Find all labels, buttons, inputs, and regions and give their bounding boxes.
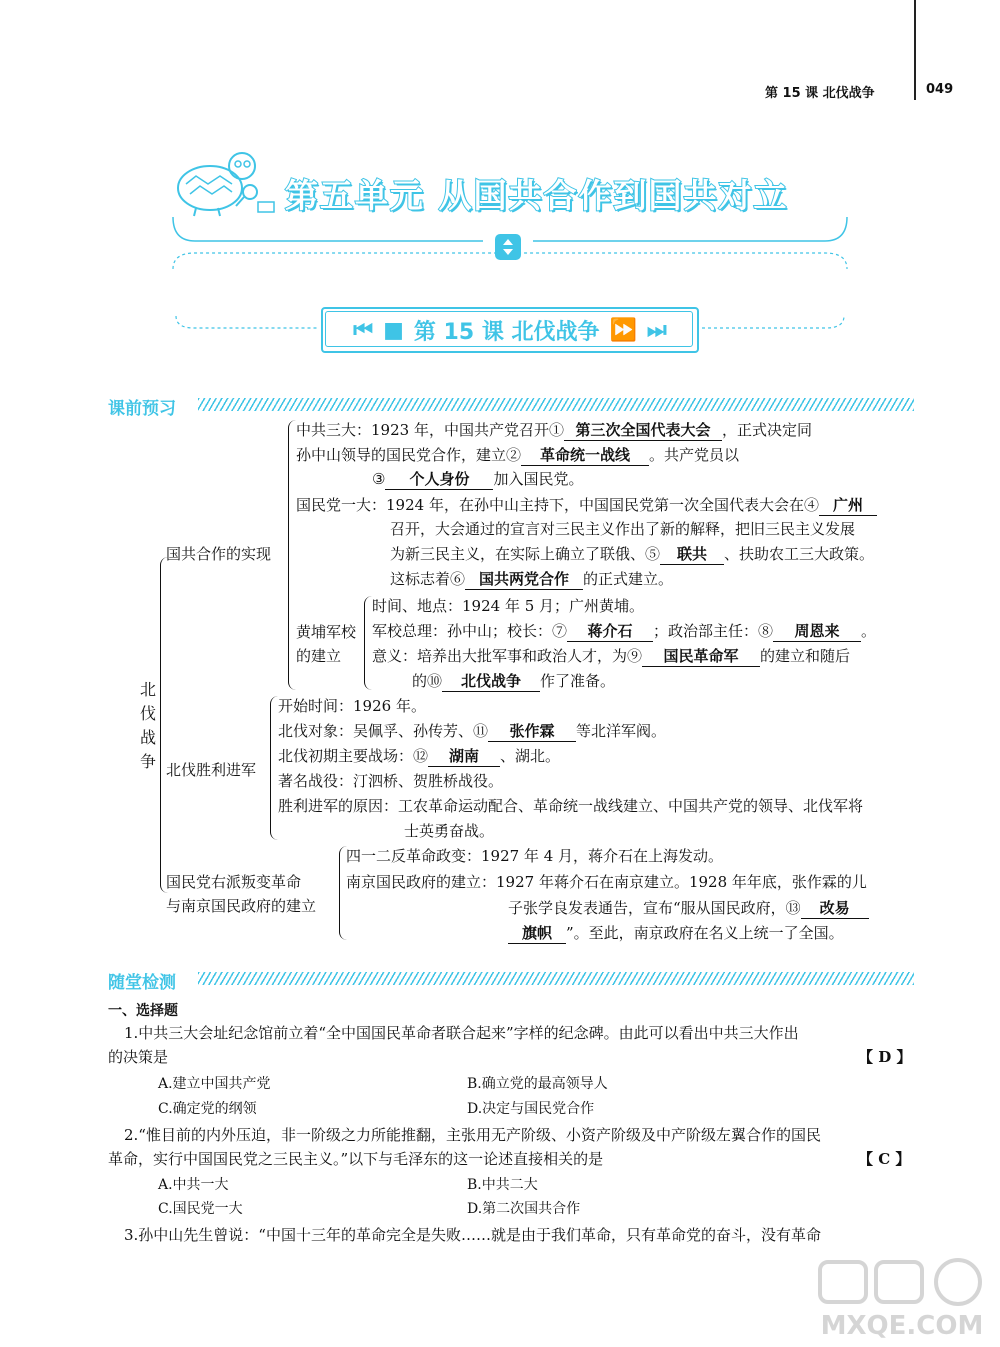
page-number: 049: [926, 82, 954, 97]
answer-6: 国共两党合作: [465, 569, 583, 590]
answer-9: 国民革命军: [642, 646, 760, 667]
outline-line: 这标志着⑥ 国共两党合作 的正式建立。: [390, 570, 674, 588]
section-preview-heading: 课前预习: [108, 399, 176, 419]
outline-line: ③ 个人身份 加入国民党。: [372, 470, 584, 488]
expand-toggle-icon[interactable]: [493, 232, 523, 262]
branch-whampoa: 的建立: [296, 647, 342, 665]
branch-nanjing: 国民党右派叛变革命: [166, 873, 302, 891]
answer-2: 革命统一战线: [521, 445, 649, 466]
forward-icon: ⏩: [609, 317, 637, 343]
answer-3: 个人身份: [385, 469, 493, 490]
expedition-brace: [270, 696, 279, 840]
answer-10: 北伐战争: [442, 671, 540, 692]
outline-line: 四一二反革命政变：1927 年 4 月，蒋介石在上海发动。: [346, 847, 724, 865]
outline-line: 中共三大：1923 年，中国共产党召开① 第三次全国代表大会 ，正式决定同: [296, 421, 812, 439]
turtle-mascot-icon: [172, 148, 282, 220]
option: D.决定与国民党合作: [467, 1101, 595, 1117]
option: C.确定党的纲领: [158, 1101, 257, 1117]
lesson-inner-border: [325, 311, 693, 347]
option: C.国民党一大: [158, 1201, 243, 1217]
answer-11: 张作霖: [488, 721, 576, 742]
header-rule: [914, 0, 916, 100]
running-header-lesson: 第 15 课 北伐战争: [765, 86, 875, 101]
root-brace: [160, 557, 169, 893]
question-1-cont: 的决策是: [108, 1048, 169, 1066]
skip-forward-icon: ⏭: [646, 317, 667, 343]
answer-7: 蒋介石: [567, 621, 653, 642]
answer-1: 第三次全国代表大会: [564, 420, 722, 441]
section-check-hatch: [198, 972, 914, 985]
question-3: 3.孙中山先生曾说：“中国十三年的革命完全是失败……就是由于我们革命，只有革命党的奋斗，没有革命: [124, 1226, 821, 1244]
lesson-title: 第 15 课 北伐战争: [413, 319, 600, 345]
question-1: 1.中共三大会址纪念馆前立着“全中国国民革命者联合起来”字样的纪念碑。由此可以看出中共三大作出: [124, 1024, 799, 1042]
skip-back-icon: ⏮: [353, 317, 374, 343]
outline-line: 南京国民政府的建立：1927 年蒋介石在南京建立。1928 年年底，张作霖的儿: [346, 873, 867, 891]
question-1-answer: 【 D 】: [858, 1048, 912, 1066]
outline-line: 开始时间：1926 年。: [278, 697, 426, 715]
watermark-logo: [812, 1258, 992, 1342]
question-2-answer: 【 C 】: [858, 1150, 911, 1168]
branch-nanjing: 与南京国民政府的建立: [166, 897, 317, 915]
outline-line: 孙中山领导的国民党合作，建立② 革命统一战线 。共产党员以: [296, 446, 740, 464]
outline-root: 北伐战争: [140, 680, 157, 771]
section-preview-hatch: [198, 398, 914, 411]
outline-line: 为新三民主义，在实际上确立了联俄、⑤ 联共 、扶助农工三大政策。: [390, 545, 875, 563]
section-check-heading: 随堂检测: [108, 973, 176, 993]
outline-line: 国民党一大：1924 年，在孙中山主持下，中国国民党第一次全国代表大会在④ 广州: [296, 495, 877, 516]
answer-8: 周恩来: [773, 621, 861, 642]
answer-5: 联共: [660, 544, 724, 565]
outline-line: 子张学良发表通告，宣布“服从国民政府，⑬ 改易: [508, 898, 869, 919]
outline-line: 胜利进军的原因：工农革命运动配合、革命统一战线建立、中国共产党的领导、北伐军将: [278, 797, 864, 815]
outline-line: 的⑩ 北伐战争 作了准备。: [412, 672, 616, 690]
outline-line: 著名战役：汀泗桥、贺胜桥战役。: [278, 772, 504, 790]
branch-cooperation: 国共合作的实现: [166, 545, 272, 563]
outline-line: 旗帜 ”。至此，南京政府在名义上统一了全国。: [508, 923, 844, 944]
answer-13b: 旗帜: [508, 923, 566, 944]
branch-northern-expedition: 北伐胜利进军: [166, 761, 257, 779]
quiz-heading: 一、选择题: [108, 1003, 178, 1019]
answer-13a: 改易: [801, 898, 869, 919]
outline-line: 意义：培养出大批军事和政治人才，为⑨ 国民革命军 的建立和随后: [372, 647, 851, 665]
option: A.建立中国共产党: [158, 1076, 271, 1092]
option: B.中共二大: [467, 1177, 538, 1193]
outline-line: 士英勇奋战。: [404, 822, 495, 840]
option: A.中共一大: [158, 1177, 229, 1193]
question-2-cont: 革命，实行中国国民党之三民主义。”以下与毛泽东的这一论述直接相关的是: [108, 1150, 604, 1168]
outline-line: 时间、地点：1924 年 5 月；广州黄埔。: [372, 597, 645, 615]
svg-text:MXQE.COM: MXQE.COM: [820, 1311, 984, 1341]
outline-line: 召开，大会通过的宣言对三民主义作出了新的解释，把旧三民主义发展: [390, 520, 856, 538]
outline-line: 北伐对象：吴佩孚、孙传芳、⑪ 张作霖 等北洋军阀。: [278, 722, 667, 740]
answer-4: 广州: [819, 495, 877, 516]
answer-12: 湖南: [428, 746, 500, 767]
question-2: 2.“惟目前的内外压迫，非一阶级之力所能推翻，主张用无产阶级、小资产阶级及中产阶级左翼合作的国民: [124, 1126, 821, 1144]
option: B.确立党的最高领导人: [467, 1076, 608, 1092]
square-bullet-icon: ■: [383, 317, 404, 343]
unit-title: 第五单元 从国共合作到国共对立: [285, 176, 789, 215]
outline-line: 北伐初期主要战场：⑫ 湖南 、湖北。: [278, 747, 561, 765]
outline-line: 军校总理：孙中山；校长：⑦ 蒋介石 ；政治部主任：⑧ 周恩来 。: [372, 622, 877, 640]
branch-whampoa: 黄埔军校: [296, 623, 357, 641]
option: D.第二次国共合作: [467, 1201, 581, 1217]
